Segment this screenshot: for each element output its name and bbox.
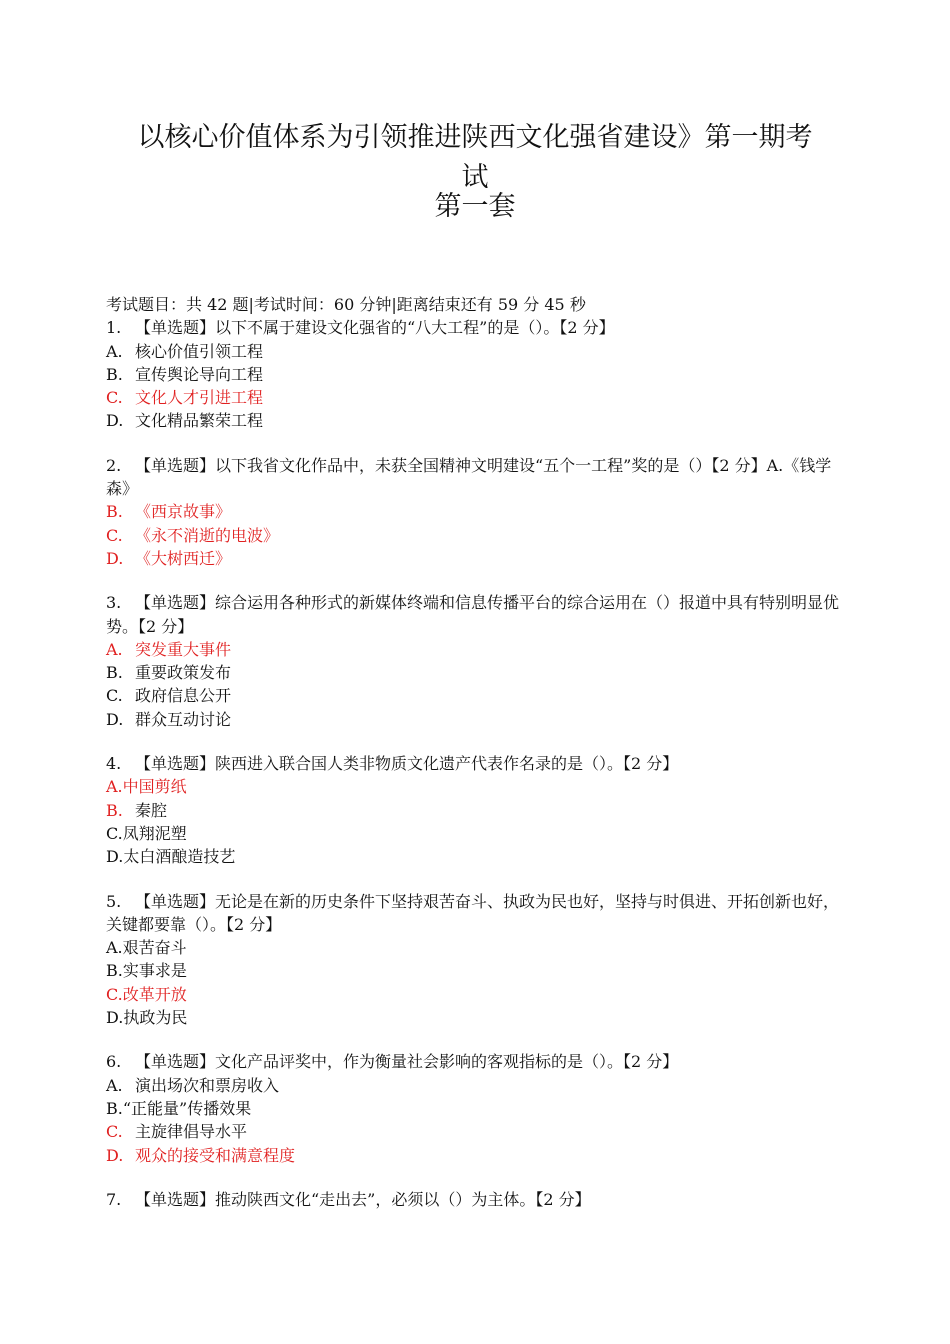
option-text: 中国剪纸 [122, 777, 187, 797]
option-label: A. [106, 1075, 123, 1095]
question-4 [106, 752, 846, 868]
option-row [106, 386, 846, 409]
option-label: B. [106, 1098, 123, 1118]
option-row [106, 409, 846, 432]
question-text: 【单选题】文化产品评奖中，作为衡量社会影响的客观指标的是（）。【2 分】 [135, 1052, 679, 1072]
option-row [106, 524, 846, 547]
option-row [106, 983, 846, 1006]
option-row [106, 708, 846, 731]
question-number: 1. [106, 318, 122, 338]
option-text: 演出场次和票房收入 [135, 1075, 280, 1095]
option-text: 核心价值引领工程 [135, 341, 264, 361]
option-row [106, 547, 846, 570]
question-number: 4. [106, 754, 122, 774]
option-label: A. [106, 341, 123, 361]
option-text: 改革开放 [122, 984, 187, 1004]
option-text: 观众的接受和满意程度 [135, 1145, 296, 1165]
question-text: 【单选题】推动陕西文化“走出去”，必须以（）为主体。【2 分】 [135, 1189, 591, 1209]
question-stem [106, 454, 846, 501]
option-label: A. [106, 777, 123, 797]
option-text: 实事求是 [122, 961, 187, 981]
document-subtitle: 第一套 [434, 191, 516, 222]
question-text: 【单选题】陕西进入联合国人类非物质文化遗产代表作名录的是（）。【2 分】 [135, 754, 679, 774]
option-label: D. [106, 847, 124, 867]
option-label: D. [106, 709, 124, 729]
option-text: 太白酒酿造技艺 [123, 847, 236, 867]
option-text: 《永不消逝的电波》 [135, 525, 280, 545]
option-row [106, 1074, 846, 1097]
question-list [106, 316, 846, 1211]
question-stem [106, 591, 846, 638]
option-label: B. [106, 502, 123, 522]
option-text: 文化人才引进工程 [135, 388, 264, 408]
option-row [106, 500, 846, 523]
option-text: 秦腔 [135, 800, 168, 820]
question-stem [106, 752, 846, 775]
option-row [106, 1006, 846, 1029]
option-text: 群众互动讨论 [135, 709, 232, 729]
option-text: 凤翔泥塑 [122, 823, 187, 843]
exam-content [106, 293, 846, 1211]
option-row [106, 936, 846, 959]
question-5 [106, 890, 846, 1030]
question-text: 【单选题】以下不属于建设文化强省的“八大工程”的是（）。【2 分】 [135, 318, 615, 338]
question-number: 5. [106, 891, 122, 911]
title-line-2: 试 [461, 162, 489, 193]
option-label: C. [106, 823, 123, 843]
option-row [106, 340, 846, 363]
option-text: 艰苦奋斗 [122, 938, 187, 958]
option-text: 《西京故事》 [135, 502, 232, 522]
question-3 [106, 591, 846, 731]
question-2 [106, 454, 846, 570]
option-row [106, 959, 846, 982]
option-label: B. [106, 800, 123, 820]
question-7 [106, 1188, 846, 1211]
question-stem [106, 316, 846, 339]
option-text: 政府信息公开 [135, 686, 232, 706]
option-label: D. [106, 548, 124, 568]
option-text: 《大树西迁》 [135, 548, 232, 568]
question-1 [106, 316, 846, 432]
option-label: D. [106, 411, 124, 431]
option-label: B. [106, 961, 123, 981]
question-text: 【单选题】以下我省文化作品中，未获全国精神文明建设“五个一工程”奖的是（）【2 分】A.《钱学森》 [106, 455, 832, 499]
option-text: 文化精品繁荣工程 [135, 411, 264, 431]
option-row [106, 845, 846, 868]
option-label: D. [106, 1008, 124, 1028]
option-label: B. [106, 364, 123, 384]
option-row [106, 363, 846, 386]
option-text: 重要政策发布 [135, 663, 232, 683]
question-number: 2. [106, 455, 122, 475]
document-title [120, 118, 830, 198]
option-row [106, 799, 846, 822]
option-label: C. [106, 525, 123, 545]
option-text: 突发重大事件 [135, 639, 232, 659]
option-row [106, 684, 846, 707]
question-number: 3. [106, 593, 122, 613]
question-text: 【单选题】综合运用各种形式的新媒体终端和信息传播平台的综合运用在（）报道中具有特别明显优势。【2 分】 [106, 593, 840, 636]
question-number: 7. [106, 1189, 122, 1209]
option-label: B. [106, 663, 123, 683]
question-number: 6. [106, 1052, 122, 1072]
question-6 [106, 1050, 846, 1166]
option-row [106, 822, 846, 845]
option-row [106, 1097, 846, 1120]
option-label: A. [106, 639, 123, 659]
option-text: 宣传舆论导向工程 [135, 364, 264, 384]
question-stem [106, 1050, 846, 1073]
option-label: C. [106, 1122, 123, 1142]
question-text: 【单选题】无论是在新的历史条件下坚持艰苦奋斗、执政为民也好，坚持与时俱进、开拓创新也好，关键都要靠（）。【2 分】 [106, 891, 840, 934]
option-row [106, 775, 846, 798]
option-row [106, 1120, 846, 1143]
option-text: “正能量”传播效果 [122, 1098, 252, 1118]
option-text: 主旋律倡导水平 [135, 1122, 248, 1142]
option-label: C. [106, 686, 123, 706]
question-stem [106, 890, 846, 937]
exam-info: 考试题目：共 42 题|考试时间：60 分钟|距离结束还有 59 分 45 秒 [106, 295, 586, 314]
option-label: A. [106, 938, 123, 958]
option-label: D. [106, 1145, 124, 1165]
option-row [106, 661, 846, 684]
option-label: C. [106, 388, 123, 408]
option-text: 执政为民 [123, 1008, 188, 1028]
option-label: C. [106, 984, 123, 1004]
option-row [106, 638, 846, 661]
question-stem [106, 1188, 846, 1211]
option-row [106, 1144, 846, 1167]
title-line-1: 以核心价值体系为引领推进陕西文化强省建设》第一期考 [137, 122, 813, 153]
